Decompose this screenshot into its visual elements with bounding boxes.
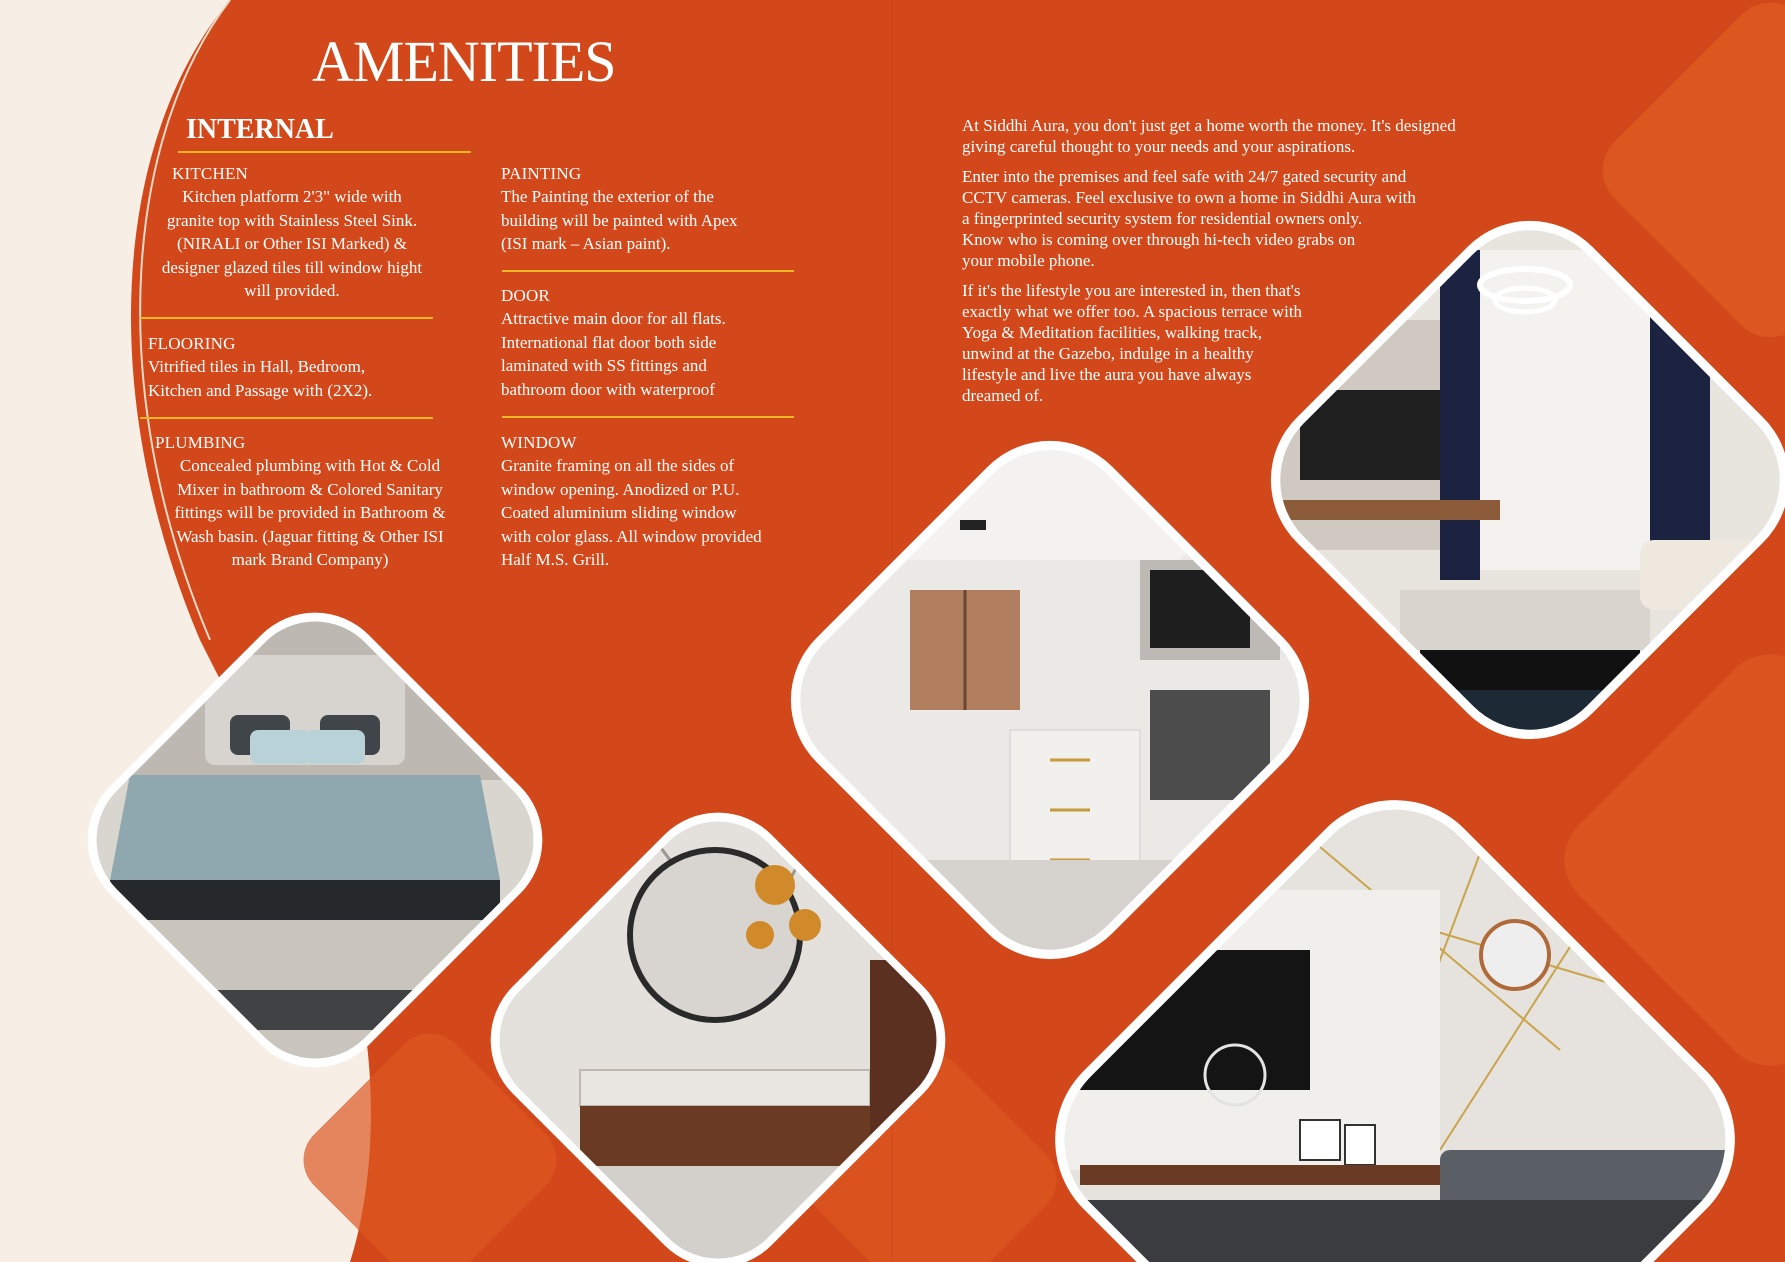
flooring-text: Vitrified tiles in Hall, Bedroom, Kitchen and Passage with (2X2). [148,357,373,400]
window-text: Granite framing on all the sides of window opening. Anodized or P.U. Coated aluminium sliding window with color glass. All window provided Half M.S. Grill. [501,456,762,569]
window-block [501,432,801,572]
divider-painting [502,270,794,272]
flooring-heading: FLOORING [148,334,236,353]
kitchen-heading: KITCHEN [172,164,248,183]
living-room-photo [1234,180,1785,790]
painting-heading: PAINTING [501,164,582,183]
kitchen-block [142,163,442,303]
kitchen-text: Kitchen platform 2'3" wide with granite top with Stainless Steel Sink. (NIRALI or Other ISI Marked) & designer glazed tiles till window hight will provided. [161,187,423,300]
section-title: INTERNAL [186,114,334,145]
painting-block [501,163,801,256]
section-title-underline [178,151,471,153]
door-block [501,285,801,401]
intro-paragraph-3: If it's the lifestyle you are interested in, then that's exactly what we offer too. A spacious terrace with Yoga & Meditation facilities, walking track, unwind at the Gazebo, indulge in a healthy lifestyle and live the aura you have always dreamed of. [962,281,1303,405]
door-text: Attractive main door for all flats. International flat door both side laminated with SS fittings and bathroom door with waterproof [501,309,726,399]
divider-door [502,416,794,418]
plumbing-block [150,432,470,572]
painting-text: The Painting the exterior of the building will be painted with Apex (ISI mark – Asian paint). [501,187,738,253]
divider-kitchen [140,317,433,319]
flooring-block [148,333,448,402]
door-heading: DOOR [501,286,550,305]
window-heading: WINDOW [501,433,577,452]
plumbing-text: Concealed plumbing with Hot & Cold Mixer in bathroom & Colored Sanitary fittings will be provided in Bathroom & Wash basin. (Jaguar fitting & Other ISI mark Brand Company) [174,456,446,569]
intro-paragraph-2: Enter into the premises and feel safe with 24/7 gated security and CCTV cameras. Feel exclusive to own a home in Siddhi Aura with a fingerprinted security system for residential owners only. Know who is coming over through hi-tech video grabs on your mobile phone. [962,167,1416,270]
plumbing-heading: PLUMBING [155,433,246,452]
divider-flooring [140,417,433,419]
page-title: AMENITIES [312,29,616,94]
intro-paragraph-1: At Siddhi Aura, you don't just get a home worth the money. It's designed giving careful thought to your needs and your aspirations. [962,116,1456,156]
